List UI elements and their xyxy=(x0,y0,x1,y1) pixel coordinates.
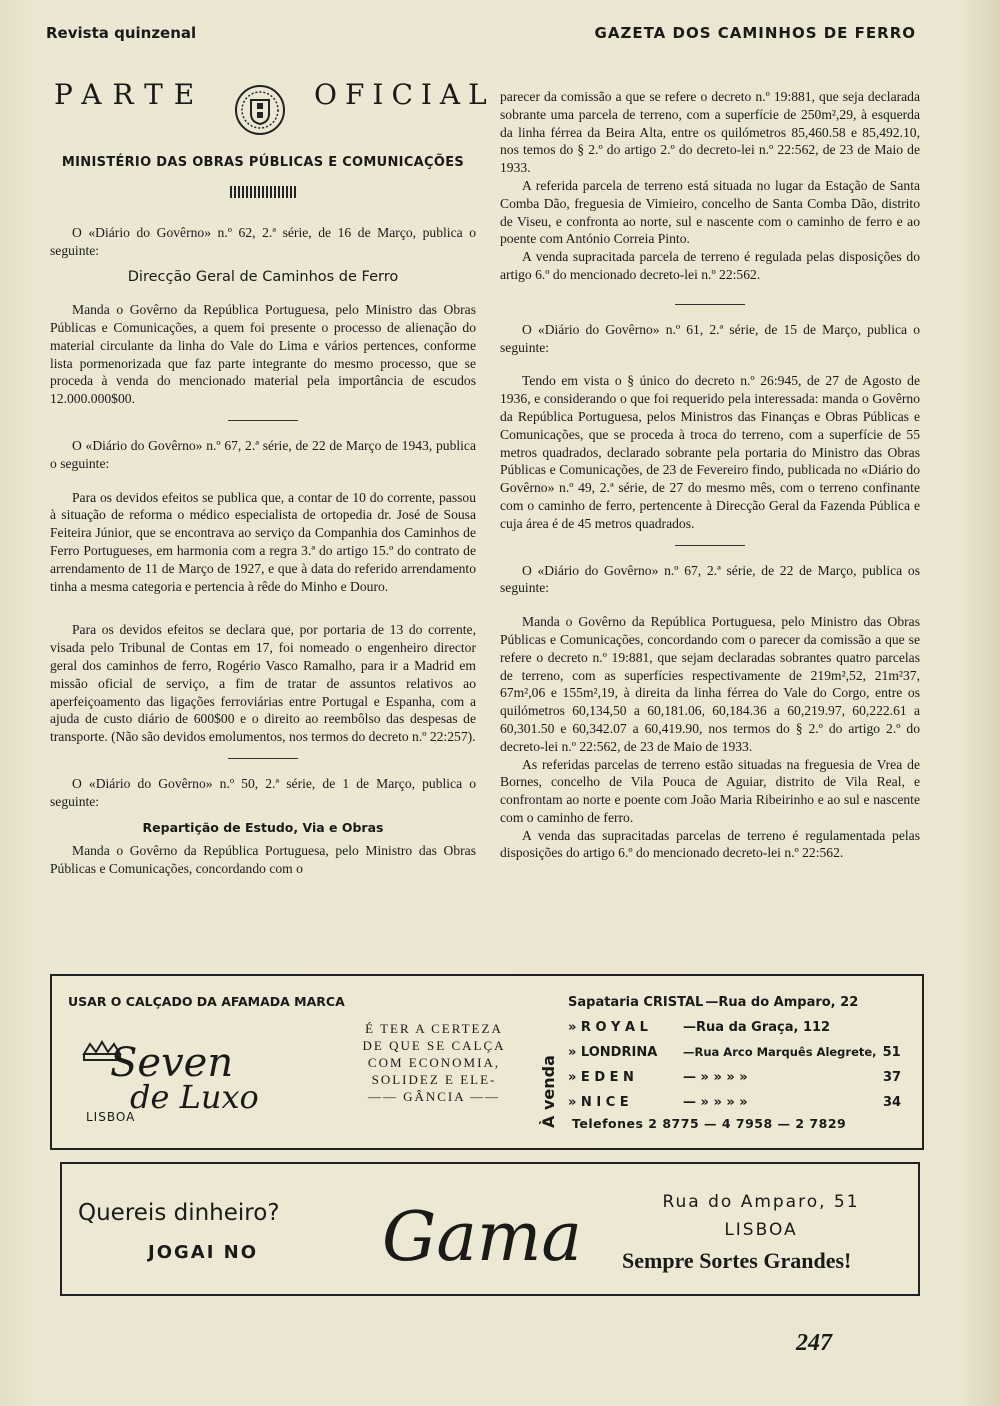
svg-text:Gama: Gama xyxy=(382,1198,582,1277)
ministry-heading: MINISTÉRIO DAS OBRAS PÚBLICAS E COMUNICAÇÕES xyxy=(61,155,465,170)
ad-claim: É TER A CERTEZA DE QUE SE CALÇA COM ECONOMIA, SOLIDEZ E ELE- —— GÂNCIA —— xyxy=(362,1021,506,1104)
store-row: » N I C E — » » » » 34 xyxy=(568,1095,902,1110)
a-venda-vertical-label xyxy=(538,1010,560,1130)
gama-logo xyxy=(378,1180,598,1280)
paragraph: O «Diário do Govêrno» n.º 67, 2.ª série, de 22 de Março, publica os seguinte: xyxy=(500,562,920,596)
store-list xyxy=(568,990,918,1115)
paragraph: As referidas parcelas de terreno estão situadas na freguesia de Vrea de Bornes, concelho de Vila Pouca de Aguiar, distrito de Vila Real, e confrontam ao norte e poente com João Maria Ribeirinho e ao sul e nascente com o caminho de ferro. xyxy=(500,756,920,825)
section-heading: Direcção Geral de Caminhos de Ferro xyxy=(127,269,399,286)
ad-city: LISBOA xyxy=(86,1110,136,1124)
divider xyxy=(675,304,745,305)
shoe-advertisement xyxy=(50,974,924,1150)
divider xyxy=(228,420,298,421)
store-row: Sapataria CRISTAL —Rua do Amparo, 22 xyxy=(568,995,859,1010)
ornament-divider xyxy=(230,186,296,198)
seven-de-luxo-logo xyxy=(70,1032,300,1112)
paragraph: A venda supracitada parcela de terreno é regulada pelas disposições do artigo 6.º do mencionado decreto-lei n.º 22:562. xyxy=(500,249,920,282)
coat-of-arms-icon xyxy=(234,84,286,136)
paragraph: Manda o Govêrno da República Portuguesa, pelo Ministro das Obras Públicas e Comunicações, a quem foi presente o processo de alienação do material circulante da linha do Vale do Lima e vários pertences, conforme lista pormenorizada que faz parte integrante do mesmo processo, que se proceda à venda do mencionado material pela importância de escudos 12.000.000$00. xyxy=(50,302,476,407)
svg-text:de Luxo: de Luxo xyxy=(130,1078,259,1112)
ad-question: Quereis dinheiro? xyxy=(78,1200,280,1226)
ad-slogan: Sempre Sortes Grandes! xyxy=(622,1248,852,1273)
subsection-heading: Repartição de Estudo, Via e Obras xyxy=(142,819,384,835)
right-column xyxy=(500,88,920,862)
ad-tagline: USAR O CALÇADO DA AFAMADA MARCA xyxy=(68,994,345,1009)
paragraph: Para os devidos efeitos se publica que, a contar de 10 do corrente, passou à situação de reforma o médico especialista de ortopedia dr. José de Sousa Feiteira Júnior, que se encontrava ao serviço da Companhia dos Caminhos de Ferro Portugueses, em harmonia com a regra 3.ª do artigo 15.º do contrato de arrendamento de 11 de Março de 1927, e que à data do referido arrendamento tinha a mesma categoria e pertencia à rêde do Minho e Douro. xyxy=(50,489,476,594)
running-header-right: GAZETA DOS CAMINHOS DE FERRO xyxy=(594,24,916,42)
paragraph: Manda o Govêrno da República Portuguesa, pelo Ministro das Obras Públicas e Comunicações, concordando com o xyxy=(50,843,476,877)
store-row: » R O Y A L —Rua da Graça, 112 xyxy=(568,1020,831,1035)
parte-oficial-title xyxy=(50,78,495,160)
title-parte: PARTE xyxy=(54,78,206,111)
paragraph: A referida parcela de terreno está situada no lugar da Estação de Santa Comba Dão, freguesia de Vimieiro, concelho de Santa Comba Dão, distrito de Viseu, e confronta ao norte, sul e nascente com o caminho de ferro e ao poente com António Correia Pinto. xyxy=(500,177,920,247)
title-oficial: OFICIAL xyxy=(314,78,495,111)
ad-address: Rua do Amparo, 51 LISBOA xyxy=(662,1192,860,1240)
store-row: » E D E N — » » » » 37 xyxy=(568,1070,902,1085)
svg-text:Seven: Seven xyxy=(110,1040,234,1086)
page-number: 247 xyxy=(796,1330,832,1356)
paragraph: A venda das supracitadas parcelas de terreno é regulamentada pelas disposições do artigo 6.º do mencionado decreto-lei n.º 22:562. xyxy=(500,827,920,861)
paragraph: Para os devidos efeitos se declara que, por portaria de 13 do corrente, visada pelo Tribunal de Contas em 17, foi nomeado o engenheiro director geral dos caminhos de ferro, Rogério Vasco Ramalho, para ir a Madrid em missão oficial de serviço, a fim de tratar de assuntos relativos ao aperfeiçoamento das ligações ferroviárias entre Portugal e Espanha, com a ajuda de custo diário de 600$00 e o direito ao reembôlso das despesas de transporte. (Não são devidos emolumentos, nos termos do decreto n.º 22:257). xyxy=(50,622,476,745)
divider xyxy=(675,545,745,546)
paragraph: O «Diário do Govêrno» n.º 50, 2.ª série, de 1 de Março, publica o seguinte: xyxy=(50,775,476,809)
lottery-advertisement xyxy=(60,1162,920,1296)
ad-jogai: JOGAI NO xyxy=(148,1242,259,1263)
running-header-left: Revista quinzenal xyxy=(46,24,197,42)
divider xyxy=(228,758,298,759)
svg-text:À venda: À venda xyxy=(539,1055,558,1128)
paragraph: parecer da comissão a que se refere o decreto n.º 19:881, que seja declarada sobrante uma parcela de terreno, com a superfície de 250m²,29, à esquerda da linha férrea da Beira Alta, entre os quilómetros 85,460.58 e 85,492.10, nos temos do § 2.º do artigo 2.º do decreto-lei n.º 22:562, de 23 de Maio de 1933. xyxy=(500,89,920,176)
paragraph: O «Diário do Govêrno» n.º 67, 2.ª série, de 22 de Março de 1943, publica o seguinte: xyxy=(50,437,476,471)
ad-phones: Telefones 2 8775 — 4 7958 — 2 7829 xyxy=(572,1116,847,1131)
paragraph: O «Diário do Govêrno» n.º 61, 2.ª série, de 15 de Março, publica o seguinte: xyxy=(500,321,920,355)
paragraph: O «Diário do Govêrno» n.º 62, 2.ª série, de 16 de Março, publica o seguinte: xyxy=(50,224,476,258)
paragraph: Tendo em vista o § único do decreto n.º 26:945, de 27 de Agosto de 1936, e considerando o que foi requerido pela interessada: manda o Govêrno da República Portuguesa, pelos Ministros das Finanças e Obras Públicas e Comunicações, que se proceda à troca do terreno, com a superfície de 55 metros quadrados, declarado sobrante pela portaria do Ministro das Obras Públicas e Comunicações, de 23 de Fevereiro findo, publicada no «Diário do Govêrno» n.º 49, 2.ª série, de 27 do mesmo mês, com o terreno confinante com o caminho de ferro, pertencente à Direcção Geral da Fazenda Pública e cuja área é de 45 metros quadrados. xyxy=(500,373,920,531)
paragraph: Manda o Govêrno da República Portuguesa, pelo Ministro das Obras Públicas e Comunicações, concordando com o parecer da comissão a que se refere o decreto n.º 19:881, que sejam declaradas sobrantes quatro parcelas de terreno, com as superfícies respectivamente de 219m²,52, 21m²37, 67m²,06 e 155m²,19, à direita da linha férrea do Vale do Corgo, entre os quilómetros 60,134,50 a 60,181.06, 60,184.36 a 60,219.97, 60,222.61 a 60,301.50 e 60,342.07 a 60,419.90, nos termos do § 2.º do artigo 2.º do decreto-lei n.º 22:562, de 23 de Maio de 1933. xyxy=(500,614,920,754)
store-row: » LONDRINA —Rua Arco Marquês Alegrete, 51 xyxy=(568,1045,901,1060)
left-column xyxy=(50,78,495,878)
